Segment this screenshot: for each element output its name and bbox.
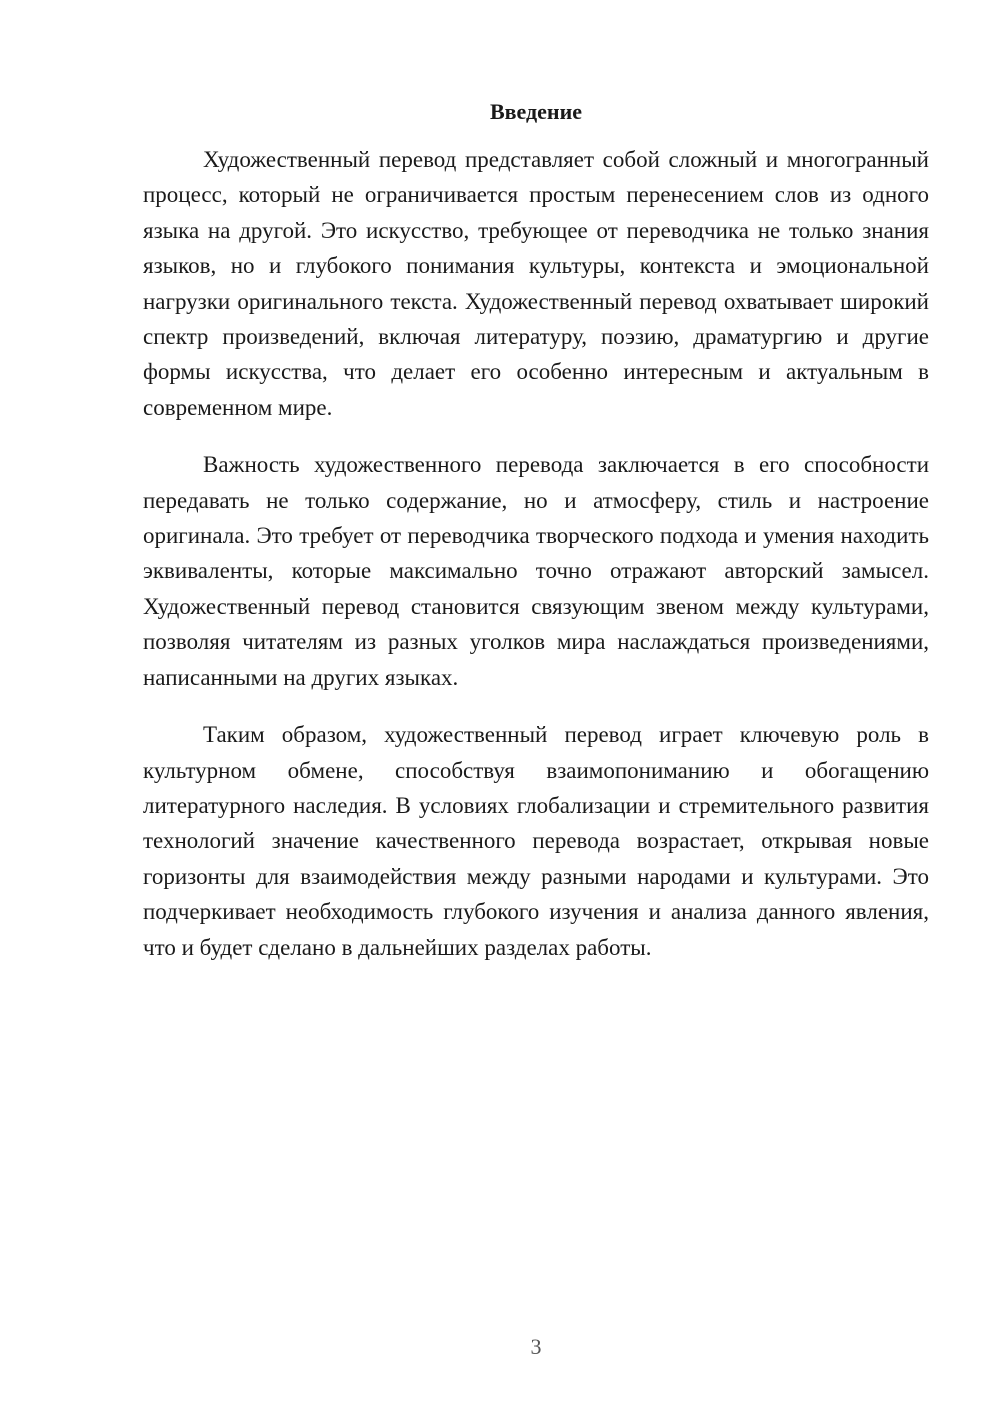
body-text	[143, 142, 929, 987]
paragraph-3: Таким образом, художественный перевод играет ключевую роль в культурном обмене, способствуя взаимопониманию и обогащению литературного наследия. В условиях глобализации и стремительного развития технологий значение качественного перевода возрастает, открывая новые горизонты для взаимодействия между разными народами и культурами. Это подчеркивает необходимость глубокого изучения и анализа данного явления, что и будет сделано в дальнейших разделах работы.	[143, 722, 929, 960]
page-number: 3	[530, 1334, 542, 1359]
section-heading: Введение	[489, 99, 583, 124]
paragraph-1: Художественный перевод представляет собой сложный и многогранный процесс, который не ограничивается простым перенесением слов из одного языка на другой. Это искусство, требующее от переводчика не только знания языков, но и глубокого понимания культуры, контекста и эмоциональной нагрузки оригинального текста. Художественный перевод охватывает широкий спектр произведений, включая литературу, поэзию, драматургию и другие формы искусства, что делает его особенно интересным и актуальным в современном мире.	[143, 147, 929, 420]
paragraph-2: Важность художественного перевода заключается в его способности передавать не только содержание, но и атмосферу, стиль и настроение оригинала. Это требует от переводчика творческого подхода и умения находить эквиваленты, которые максимально точно отражают авторский замысел. Художественный перевод становится связующим звеном между культурами, позволяя читателям из разных уголков мира наслаждаться произведениями, написанными на других языках.	[143, 452, 929, 690]
